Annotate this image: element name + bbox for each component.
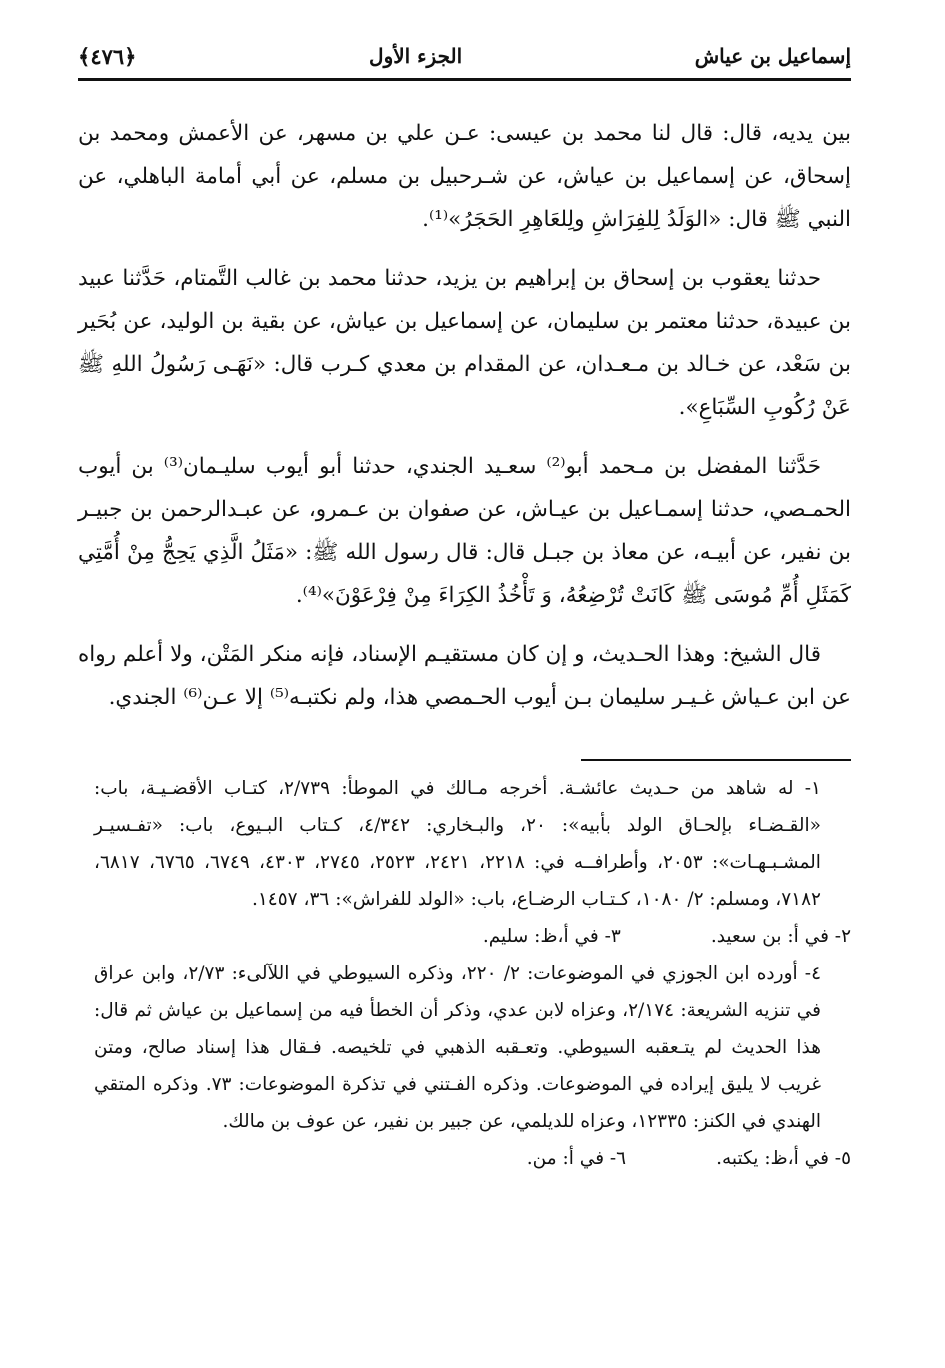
footnote-4: ٤- أورده ابن الجوزي في الموضوعات: ٢/ ٢٢٠، وذكره السيوطي في اللآلىء: ٢/٧٣، وابن عراق في تنزيه الشريعة: ٢/١٧٤، وعزاه لابن عدي، وذكر أن الخطأ فيه من إسماعيل بن عياش ثم قال: هذا الحديث لم يتـعقبه السيوطي. وتعـقبه الذهبي في تلخيصه. فـقال هذا إسناد صالح، ومتن غريب لا يليق إيراده في الموضوعات. وذكره الفـتني في تذكرة الموضوعات: ٧٣. وذكره المتقي الهندي في الكنز: ١٢٣٣٥، وعزاه للديلمي، عن جبير بن نفير، عن عوف بن مالك. <box>94 963 821 1132</box>
footnote-5: ٥- في أ،ظ: يكتبه. <box>716 1148 851 1169</box>
footnote-2: ٢- في أ: بن سعيد. <box>710 926 851 947</box>
paragraph-4: قال الشيخ: وهذا الحـديث، و إن كان مستقيـم الإسناد، فإنه منكر المَتْن، ولا أعلم رواه عن ابن عـياش غـيـر سليمان بـن أيوب الحـمصي هذا، ولم نكتبـه⁽⁵⁾ إلا عـن⁽⁶⁾ الجندي. <box>78 642 851 710</box>
chapter-title: إسماعيل بن عياش <box>694 44 851 68</box>
footnote-divider <box>581 759 851 761</box>
header-divider <box>78 78 851 81</box>
page-header <box>78 36 851 76</box>
main-text <box>78 112 851 735</box>
footnote-1: ١- له شاهد من حـديث عائشـة. أخرجه مـالك في الموطأ: ٢/٧٣٩، كتـاب الأقضـيـة، باب: «القـضـاء بإلحـاق الولد بأبيه»: ٢٠، والبـخاري: ٤/٣٤٢، كـتاب البـيوع، باب: «تفـسيـر المشـبـهـات»: ٢٠٥٣، وأطرافــه في: ٢٢١٨، ٢٤٢١، ٢٥٢٣، ٢٧٤٥، ٤٣٠٣، ٦٧٤٩، ٦٧٦٥، ٦٨١٧، ٧١٨٢، ومسلم: ٢/ ١٠٨٠، كـتـاب الرضـاع، باب: «الولد للفراش»: ٣٦، ١٤٥٧. <box>94 778 821 910</box>
paragraph-1: بين يديه، قال: قال لنا محمد بن عيسى: عـن علي بن مسهر، عن الأعمش ومحمد بن إسحاق، عن إسماعيل بن عياش، عن شـرحبيل بن مسلم، عن أبي أمامة الباهلي، عن النبي ﷺ قال: «الوَلَدُ لِلفِرَاشِ ولِلعَاهِرِ الحَجَرُ»⁽¹⁾. <box>78 121 851 232</box>
footnote-pair-2-3 <box>94 918 851 955</box>
volume-title: الجزء الأول <box>369 44 463 68</box>
footnotes <box>94 770 851 1177</box>
paragraph-2: حدثنا يعقوب بن إسحاق بن إبراهيم بن يزيد، حدثنا محمد بن غالب التَّمتام، حَدَّثنا عبيد بن عبيدة، حدثنا معتمر بن سليمان، عن إسماعيل بن عياش، عن بقية بن الوليد، عن بُحَير بن سَعْد، عن خـالد بن مـعـدان، عن المقدام بن معدي كـرب قال: «نَهَـى رَسُولُ اللهِ ﷺ عَنْ رُكُوبِ السِّبَاعِ». <box>78 266 851 420</box>
footnote-pair-5-6 <box>94 1140 851 1177</box>
page-number: ﴿٤٧٦﴾ <box>78 43 137 69</box>
footnote-6: ٦- في أ: من. <box>526 1148 627 1169</box>
paragraph-3: حَدَّثنا المفضل بن مـحمد أبو⁽²⁾ سعـيد الجندي، حدثنا أبو أيوب سليـمان⁽³⁾ بن أيوب الحمـصي، حدثنا إسمـاعيل بن عيـاش، عن صفوان بن عـمرو، عن عبـدالرحمن بن جبيـر بن نفير، عن أبيـه، عن معاذ بن جبـل قال: قال رسول الله ﷺ: «مَثَلُ الَّذِي يَحِجُّ مِنْ أُمَّتِي كَمَثَلِ أُمِّ مُوسَى ﷺ كَانَتْ تُرْضِعُهُ، وَ تَأْخُذُ الكِرَاءَ مِنْ فِرْعَوْنَ»⁽⁴⁾. <box>78 454 851 608</box>
footnote-3: ٣- في أ،ظ: سليم. <box>482 926 621 947</box>
